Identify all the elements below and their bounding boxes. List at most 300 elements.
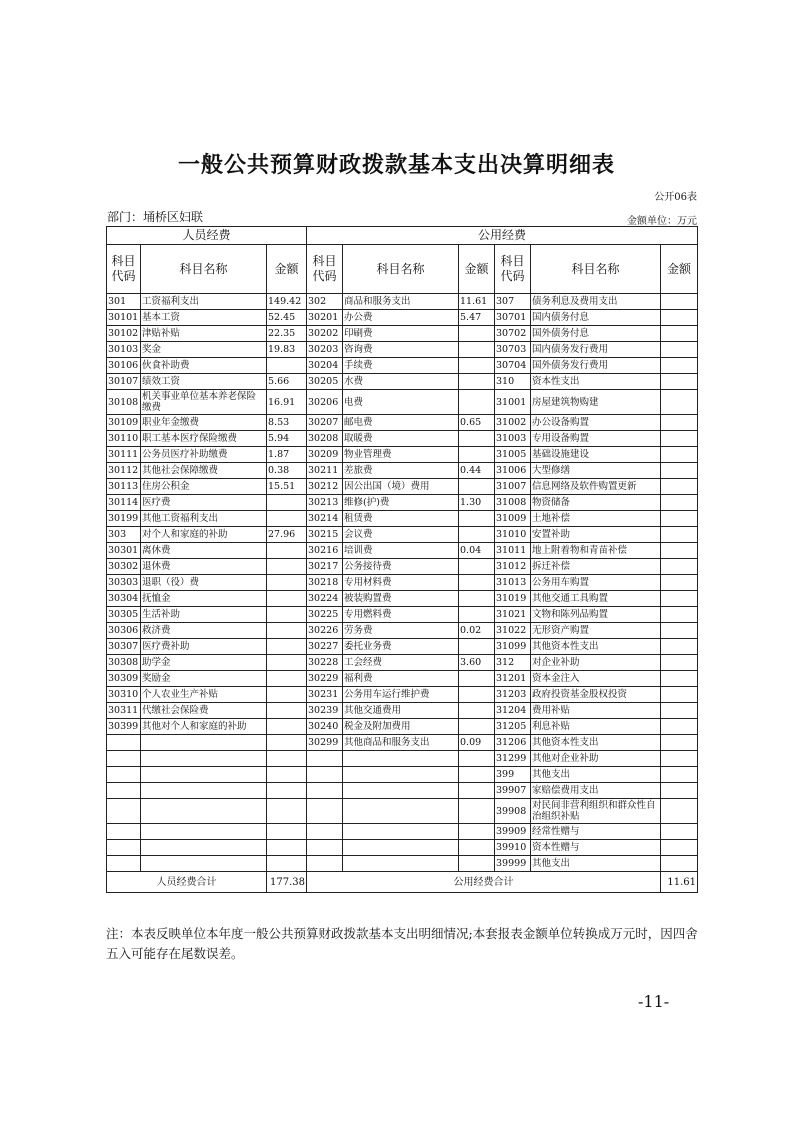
table-row xyxy=(107,719,698,735)
item-code xyxy=(107,735,141,751)
item-name: 资本性赠与 xyxy=(531,840,661,856)
item-amount xyxy=(267,639,307,655)
footnote: 注：本表反映单位本年度一般公共预算财政拨款基本支出明细情况;本套报表金额单位转换成万元时，因四舍五入可能存在尾数误差。 xyxy=(106,926,698,961)
item-name: 税金及附加费用 xyxy=(343,719,459,735)
item-name: 因公出国（境）费用 xyxy=(343,479,459,495)
item-amount xyxy=(661,591,698,607)
header-amount: 金额 xyxy=(267,245,307,294)
item-amount xyxy=(267,840,307,856)
item-amount: 3.60 xyxy=(459,655,495,671)
item-name: 福利费 xyxy=(343,671,459,687)
item-code: 30204 xyxy=(307,358,343,374)
item-code xyxy=(307,783,343,799)
item-name: 国外债务发行费用 xyxy=(531,358,661,374)
item-amount xyxy=(661,326,698,342)
item-code: 30208 xyxy=(307,431,343,447)
item-name xyxy=(141,767,267,783)
item-code: 39909 xyxy=(495,824,531,840)
item-name: 基本工资 xyxy=(141,310,267,326)
group-public: 公用经费 xyxy=(307,227,698,245)
item-code: 301 xyxy=(107,294,141,310)
item-amount xyxy=(661,431,698,447)
item-code: 30212 xyxy=(307,479,343,495)
header-amount: 金额 xyxy=(661,245,698,294)
item-code: 303 xyxy=(107,527,141,543)
item-amount xyxy=(661,719,698,735)
item-name: 拆迁补偿 xyxy=(531,559,661,575)
item-code: 31002 xyxy=(495,415,531,431)
item-code xyxy=(107,799,141,824)
item-amount xyxy=(267,735,307,751)
item-code: 30228 xyxy=(307,655,343,671)
table-row xyxy=(107,783,698,799)
item-amount: 16.91 xyxy=(267,390,307,415)
item-amount xyxy=(661,479,698,495)
item-name: 费用补贴 xyxy=(531,703,661,719)
item-amount xyxy=(661,687,698,703)
item-name: 政府投资基金股权投资 xyxy=(531,687,661,703)
item-name: 委托业务费 xyxy=(343,639,459,655)
personnel-total-amount: 177.38 xyxy=(267,872,307,893)
item-code: 30239 xyxy=(307,703,343,719)
item-name: 对个人和家庭的补助 xyxy=(141,527,267,543)
item-amount xyxy=(459,575,495,591)
item-name: 电费 xyxy=(343,390,459,415)
item-code: 30229 xyxy=(307,671,343,687)
column-header-row xyxy=(107,245,698,294)
item-amount xyxy=(459,511,495,527)
item-amount xyxy=(267,751,307,767)
item-name: 邮电费 xyxy=(343,415,459,431)
item-name: 安置补助 xyxy=(531,527,661,543)
item-amount: 0.38 xyxy=(267,463,307,479)
table-row xyxy=(107,639,698,655)
item-code: 30214 xyxy=(307,511,343,527)
item-amount: 0.04 xyxy=(459,543,495,559)
item-code: 302 xyxy=(307,294,343,310)
item-amount xyxy=(661,374,698,390)
item-code: 30202 xyxy=(307,326,343,342)
group-header-row xyxy=(107,227,698,245)
item-amount xyxy=(661,623,698,639)
item-name: 手续费 xyxy=(343,358,459,374)
item-name: 奖励金 xyxy=(141,671,267,687)
item-name: 房屋建筑物购建 xyxy=(531,390,661,415)
item-amount: 8.53 xyxy=(267,415,307,431)
item-amount xyxy=(459,607,495,623)
item-amount xyxy=(459,783,495,799)
item-name: 国内债务付息 xyxy=(531,310,661,326)
table-row xyxy=(107,495,698,511)
item-name: 其他对个人和家庭的补助 xyxy=(141,719,267,735)
item-name: 资本性支出 xyxy=(531,374,661,390)
item-code: 39907 xyxy=(495,783,531,799)
item-amount xyxy=(661,840,698,856)
item-amount xyxy=(459,703,495,719)
item-amount xyxy=(661,447,698,463)
item-amount xyxy=(661,575,698,591)
item-name: 无形资产购置 xyxy=(531,623,661,639)
item-code: 30110 xyxy=(107,431,141,447)
item-amount xyxy=(267,856,307,872)
item-name: 工会经费 xyxy=(343,655,459,671)
item-amount xyxy=(459,639,495,655)
table-row xyxy=(107,735,698,751)
item-name: 对企业补助 xyxy=(531,655,661,671)
item-code: 30703 xyxy=(495,342,531,358)
header-code: 科目代码 xyxy=(107,245,141,294)
item-name xyxy=(141,751,267,767)
item-code: 30205 xyxy=(307,374,343,390)
item-amount xyxy=(661,543,698,559)
item-amount xyxy=(267,358,307,374)
item-amount xyxy=(661,294,698,310)
table-row xyxy=(107,326,698,342)
item-amount: 0.02 xyxy=(459,623,495,639)
item-amount: 0.44 xyxy=(459,463,495,479)
item-amount xyxy=(267,559,307,575)
item-amount: 22.35 xyxy=(267,326,307,342)
item-amount xyxy=(661,463,698,479)
item-code: 30702 xyxy=(495,326,531,342)
item-code: 31007 xyxy=(495,479,531,495)
item-amount xyxy=(459,824,495,840)
item-name: 退职（役）费 xyxy=(141,575,267,591)
item-amount xyxy=(267,671,307,687)
item-amount xyxy=(459,374,495,390)
table-row xyxy=(107,856,698,872)
item-name: 维修(护)费 xyxy=(343,495,459,511)
item-name xyxy=(343,783,459,799)
table-row xyxy=(107,840,698,856)
item-amount: 19.83 xyxy=(267,342,307,358)
item-code: 30102 xyxy=(107,326,141,342)
item-code: 30106 xyxy=(107,358,141,374)
item-name xyxy=(343,767,459,783)
item-name: 机关事业单位基本养老保险缴费 xyxy=(141,390,267,415)
item-amount xyxy=(661,342,698,358)
item-code: 30305 xyxy=(107,607,141,623)
table-row xyxy=(107,294,698,310)
item-name: 公务用车运行维护费 xyxy=(343,687,459,703)
item-code: 30308 xyxy=(107,655,141,671)
table-row xyxy=(107,687,698,703)
table-row xyxy=(107,527,698,543)
item-name: 利息补贴 xyxy=(531,719,661,735)
item-name: 医疗费 xyxy=(141,495,267,511)
item-code: 31003 xyxy=(495,431,531,447)
item-name: 离休费 xyxy=(141,543,267,559)
item-code: 30209 xyxy=(307,447,343,463)
item-code: 30107 xyxy=(107,374,141,390)
item-name: 其他交通工具购置 xyxy=(531,591,661,607)
item-amount xyxy=(661,671,698,687)
item-amount xyxy=(661,495,698,511)
item-name: 差旅费 xyxy=(343,463,459,479)
item-name: 其他资本性支出 xyxy=(531,639,661,655)
table-row xyxy=(107,824,698,840)
item-code: 31009 xyxy=(495,511,531,527)
item-name: 文物和陈列品购置 xyxy=(531,607,661,623)
item-code: 30311 xyxy=(107,703,141,719)
item-name: 培训费 xyxy=(343,543,459,559)
item-code: 31001 xyxy=(495,390,531,415)
table-row xyxy=(107,543,698,559)
table-row xyxy=(107,767,698,783)
item-code: 31204 xyxy=(495,703,531,719)
item-amount xyxy=(661,511,698,527)
header-code: 科目代码 xyxy=(495,245,531,294)
item-code xyxy=(107,856,141,872)
item-amount xyxy=(267,511,307,527)
item-name: 其他交通费用 xyxy=(343,703,459,719)
item-name: 办公费 xyxy=(343,310,459,326)
item-name: 地上附着物和青苗补偿 xyxy=(531,543,661,559)
item-amount: 0.65 xyxy=(459,415,495,431)
item-amount xyxy=(459,671,495,687)
item-amount xyxy=(267,655,307,671)
unit-label: 金额单位：万元 xyxy=(627,216,697,227)
item-amount xyxy=(459,431,495,447)
table-row xyxy=(107,390,698,415)
item-name xyxy=(343,799,459,824)
item-name: 印刷费 xyxy=(343,326,459,342)
item-code: 30226 xyxy=(307,623,343,639)
item-code: 30206 xyxy=(307,390,343,415)
item-code: 30211 xyxy=(307,463,343,479)
item-name xyxy=(141,735,267,751)
item-name: 公务员医疗补助缴费 xyxy=(141,447,267,463)
item-amount xyxy=(661,799,698,824)
item-code xyxy=(307,840,343,856)
item-code: 30704 xyxy=(495,358,531,374)
header-name: 科目名称 xyxy=(141,245,267,294)
item-code: 31008 xyxy=(495,495,531,511)
department-label: 部门：埇桥区妇联 xyxy=(107,210,204,224)
table-row xyxy=(107,623,698,639)
header-name: 科目名称 xyxy=(531,245,661,294)
item-name: 伙食补助费 xyxy=(141,358,267,374)
item-code xyxy=(107,783,141,799)
item-amount xyxy=(267,767,307,783)
item-name: 其他支出 xyxy=(531,856,661,872)
item-code: 30399 xyxy=(107,719,141,735)
item-amount xyxy=(661,527,698,543)
item-name: 职业年金缴费 xyxy=(141,415,267,431)
item-name: 大型修缮 xyxy=(531,463,661,479)
item-name: 会议费 xyxy=(343,527,459,543)
form-code: 公开06表 xyxy=(654,192,697,203)
item-code: 31299 xyxy=(495,751,531,767)
item-code xyxy=(307,751,343,767)
item-code: 30203 xyxy=(307,342,343,358)
item-code: 31205 xyxy=(495,719,531,735)
item-code: 30231 xyxy=(307,687,343,703)
item-name: 办公设备购置 xyxy=(531,415,661,431)
item-name: 被装购置费 xyxy=(343,591,459,607)
header-name: 科目名称 xyxy=(343,245,459,294)
item-code: 30299 xyxy=(307,735,343,751)
item-name xyxy=(343,751,459,767)
item-amount xyxy=(661,783,698,799)
item-amount xyxy=(661,824,698,840)
item-name: 专用燃料费 xyxy=(343,607,459,623)
item-amount: 52.45 xyxy=(267,310,307,326)
item-name: 对民间非营利组织和群众性自治组织补贴 xyxy=(531,799,661,824)
item-amount xyxy=(661,358,698,374)
item-name: 债务利息及费用支出 xyxy=(531,294,661,310)
item-code: 31006 xyxy=(495,463,531,479)
item-code: 30213 xyxy=(307,495,343,511)
item-name: 救济费 xyxy=(141,623,267,639)
table-row xyxy=(107,671,698,687)
item-amount: 5.66 xyxy=(267,374,307,390)
item-amount xyxy=(661,703,698,719)
public-total-label: 公用经费合计 xyxy=(307,872,661,893)
item-code xyxy=(107,751,141,767)
item-name: 助学金 xyxy=(141,655,267,671)
item-amount xyxy=(267,703,307,719)
item-name: 专用材料费 xyxy=(343,575,459,591)
item-amount xyxy=(459,591,495,607)
item-amount xyxy=(661,390,698,415)
item-amount xyxy=(459,856,495,872)
item-name xyxy=(141,856,267,872)
item-code: 399 xyxy=(495,767,531,783)
header-amount: 金额 xyxy=(459,245,495,294)
item-amount xyxy=(267,607,307,623)
item-amount xyxy=(661,310,698,326)
table-row xyxy=(107,575,698,591)
item-name: 代缴社会保险费 xyxy=(141,703,267,719)
item-amount xyxy=(267,799,307,824)
item-name: 取暖费 xyxy=(343,431,459,447)
item-code: 30240 xyxy=(307,719,343,735)
item-name: 物业管理费 xyxy=(343,447,459,463)
item-name: 其他商品和服务支出 xyxy=(343,735,459,751)
item-code: 39910 xyxy=(495,840,531,856)
item-name: 公务接待费 xyxy=(343,559,459,575)
table-row xyxy=(107,607,698,623)
item-code: 30207 xyxy=(307,415,343,431)
item-code: 30103 xyxy=(107,342,141,358)
item-code: 30301 xyxy=(107,543,141,559)
table-row xyxy=(107,591,698,607)
table-row xyxy=(107,431,698,447)
item-amount: 15.51 xyxy=(267,479,307,495)
item-code: 30310 xyxy=(107,687,141,703)
table-row xyxy=(107,415,698,431)
item-amount xyxy=(459,342,495,358)
item-amount xyxy=(459,767,495,783)
item-name: 专用设备购置 xyxy=(531,431,661,447)
item-amount xyxy=(459,447,495,463)
item-amount xyxy=(459,390,495,415)
item-name: 个人农业生产补贴 xyxy=(141,687,267,703)
group-personnel: 人员经费 xyxy=(107,227,307,245)
item-amount: 5.94 xyxy=(267,431,307,447)
item-amount xyxy=(459,479,495,495)
table-row xyxy=(107,310,698,326)
item-amount xyxy=(267,824,307,840)
item-amount: 149.42 xyxy=(267,294,307,310)
item-name xyxy=(141,824,267,840)
item-amount xyxy=(459,527,495,543)
item-code: 30303 xyxy=(107,575,141,591)
item-name: 经常性赠与 xyxy=(531,824,661,840)
item-code: 30113 xyxy=(107,479,141,495)
item-name: 水费 xyxy=(343,374,459,390)
table-row xyxy=(107,447,698,463)
item-name: 其他资本性支出 xyxy=(531,735,661,751)
item-name: 基础设施建设 xyxy=(531,447,661,463)
item-amount xyxy=(267,591,307,607)
item-code: 30199 xyxy=(107,511,141,527)
item-code: 30225 xyxy=(307,607,343,623)
totals-row xyxy=(107,872,698,893)
item-name xyxy=(141,799,267,824)
page-number: -11- xyxy=(638,992,670,1011)
item-name: 公务用车购置 xyxy=(531,575,661,591)
item-amount xyxy=(661,767,698,783)
item-code xyxy=(107,767,141,783)
item-name xyxy=(343,824,459,840)
item-amount xyxy=(661,415,698,431)
item-amount: 5.47 xyxy=(459,310,495,326)
item-amount xyxy=(267,783,307,799)
item-name: 奖金 xyxy=(141,342,267,358)
item-amount xyxy=(661,639,698,655)
public-total-amount: 11.61 xyxy=(661,872,698,893)
item-code: 31021 xyxy=(495,607,531,623)
item-amount xyxy=(661,856,698,872)
item-code: 30306 xyxy=(107,623,141,639)
item-name xyxy=(343,840,459,856)
item-code: 30217 xyxy=(307,559,343,575)
item-name xyxy=(141,840,267,856)
table-row xyxy=(107,751,698,767)
item-code: 31011 xyxy=(495,543,531,559)
item-name: 家赔偿费用支出 xyxy=(531,783,661,799)
table-row xyxy=(107,799,698,824)
item-amount xyxy=(661,655,698,671)
item-code xyxy=(107,840,141,856)
item-code: 31019 xyxy=(495,591,531,607)
item-amount: 1.87 xyxy=(267,447,307,463)
table-row xyxy=(107,463,698,479)
item-amount xyxy=(459,358,495,374)
item-code: 30108 xyxy=(107,390,141,415)
item-name: 其他对企业补助 xyxy=(531,751,661,767)
item-code xyxy=(307,799,343,824)
item-code: 30227 xyxy=(307,639,343,655)
item-code: 30302 xyxy=(107,559,141,575)
item-code xyxy=(307,856,343,872)
item-name: 资本金注入 xyxy=(531,671,661,687)
item-amount: 27.96 xyxy=(267,527,307,543)
item-code: 30304 xyxy=(107,591,141,607)
item-amount xyxy=(459,687,495,703)
item-code: 312 xyxy=(495,655,531,671)
item-code: 30112 xyxy=(107,463,141,479)
item-name: 生活补助 xyxy=(141,607,267,623)
item-name: 国外债务付息 xyxy=(531,326,661,342)
table-row xyxy=(107,559,698,575)
item-code: 31005 xyxy=(495,447,531,463)
item-name: 绩效工资 xyxy=(141,374,267,390)
table-row xyxy=(107,655,698,671)
item-code: 310 xyxy=(495,374,531,390)
